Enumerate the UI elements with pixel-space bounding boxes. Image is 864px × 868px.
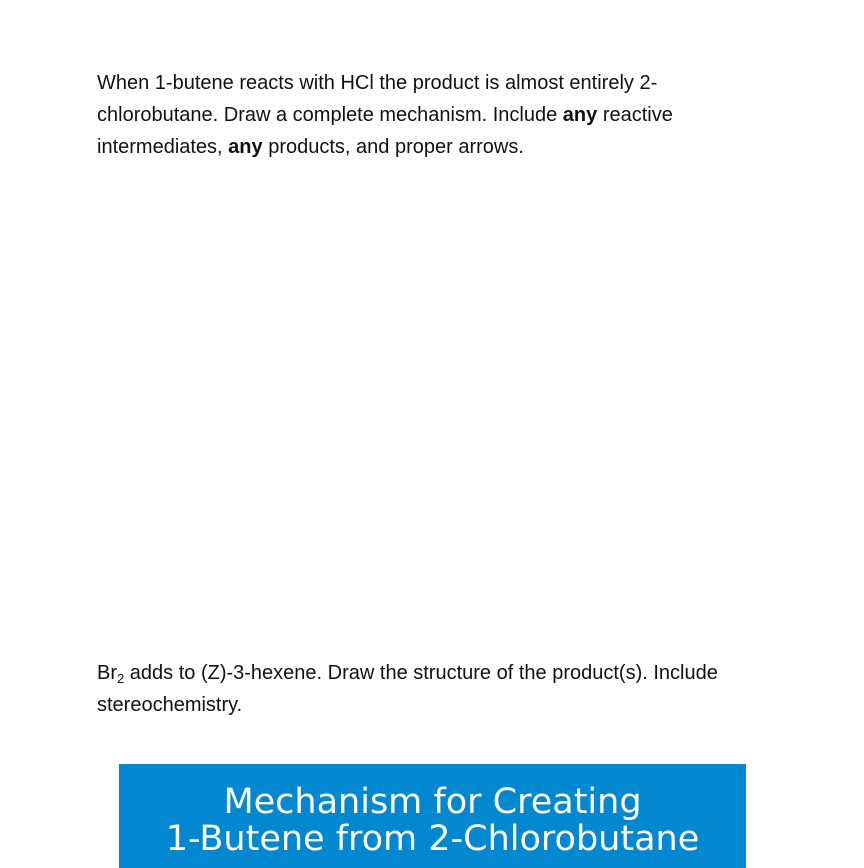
question-2-reagent: Br bbox=[97, 662, 117, 684]
banner-title-line-1: Mechanism for Creating bbox=[223, 782, 642, 822]
question-2-reagent-subscript: 2 bbox=[117, 671, 125, 686]
question-1-part-3: products, and proper arrows. bbox=[262, 136, 524, 158]
banner-title-line-2: 1-Butene from 2-Chlorobutane bbox=[165, 819, 700, 859]
banner-title bbox=[119, 764, 746, 858]
question-1-part-2: reactive intermediates, bbox=[97, 104, 673, 158]
mechanism-banner[interactable] bbox=[119, 764, 746, 868]
question-1-text bbox=[97, 67, 737, 163]
question-2-body: adds to (Z)-3-hexene. Draw the structure of the product(s). Include stereochemistry. bbox=[97, 662, 718, 716]
question-1-part-1: When 1-butene reacts with HCl the product is almost entirely 2-chlorobutane. Draw a complete mechanism. Include bbox=[97, 72, 658, 126]
question-1-emphasis-any-2: any bbox=[228, 136, 263, 158]
question-1-emphasis-any-1: any bbox=[562, 104, 598, 126]
question-2-text bbox=[97, 657, 797, 721]
